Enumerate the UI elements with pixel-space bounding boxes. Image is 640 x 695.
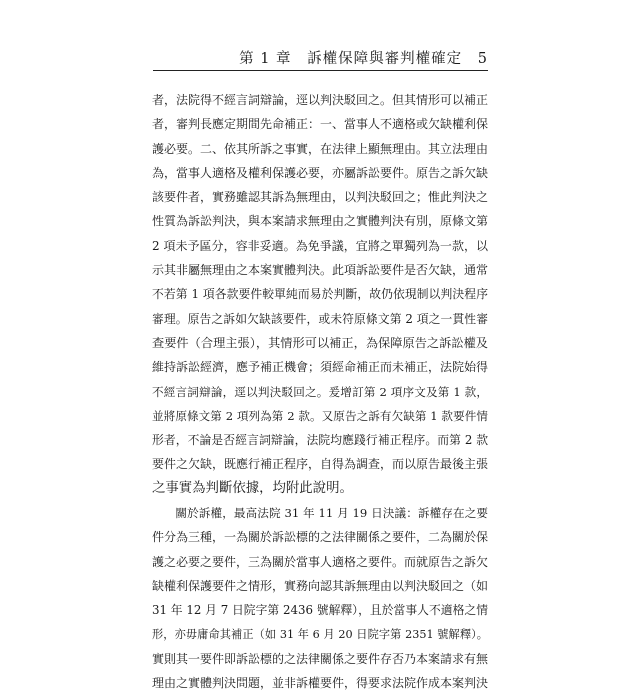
page-number: 5 bbox=[477, 51, 488, 67]
text-line: 2 項未予區分，容非妥適。為免爭議，宜將之單獨列為一款，以 bbox=[152, 238, 488, 253]
text-line: 護必要。二、依其所訴之事實，在法律上顯無理由。其立法理由 bbox=[152, 141, 489, 156]
text-line: 關於訴權，最高法院 31 年 11 月 19 日決議：訴權存在之要 bbox=[152, 506, 488, 521]
text-line: 並將原條文第 2 項列為第 2 款。又原告之訴有欠缺第 1 款要件情 bbox=[152, 408, 488, 423]
running-head bbox=[229, 47, 488, 68]
text-line: 該要件者，實務雖認其訴為無理由，以判決駁回之；惟此判決之 bbox=[152, 190, 489, 205]
text-line: 者，審判長應定期間先命補正：一、當事人不適格或欠缺權利保 bbox=[152, 117, 489, 132]
text-line: 為，當事人適格及權利保護必要，亦屬訴訟要件。原告之訴欠缺 bbox=[152, 165, 489, 180]
text-line: 維持訴訟經濟，應予補正機會；須經命補正而未補正，法院始得 bbox=[152, 360, 489, 375]
text-line: 形，亦毋庸命其補正（如 31 年 6 月 20 日院字第 2351 號解釋）。 bbox=[152, 627, 488, 641]
text-line: 件分為三種，一為關於訴訟標的之法律關係之要件，二為關於保 bbox=[152, 530, 489, 545]
text-line: 之事實為判斷依據，均附此說明。 bbox=[152, 480, 353, 496]
text-line: 要件之欠缺，既應行補正程序，自得為調查，而以原告最後主張 bbox=[152, 457, 489, 472]
header-rule bbox=[153, 70, 488, 71]
chapter-label: 第 1 章 bbox=[239, 51, 292, 67]
text-line: 理由之實體判決問題，並非訴權要件，得要求法院作成本案判決 bbox=[152, 676, 489, 691]
text-line: 形者，不論是否經言詞辯論，法院均應踐行補正程序。而第 2 款 bbox=[152, 433, 488, 448]
chapter-title: 訴權保障與審判權確定 bbox=[307, 51, 463, 67]
text-line: 實則其一要件即訴訟標的之法律關係之要件存否乃本案請求有無 bbox=[152, 651, 489, 666]
text-line: 示其非屬無理由之本案實體判決。此項訴訟要件是否欠缺，通常 bbox=[152, 263, 489, 278]
text-line: 31 年 12 月 7 日院字第 2436 號解釋），且於當事人不適格之情 bbox=[152, 603, 488, 618]
text-line: 查要件（合理主張），其情形可以補正，為保障原告之訴訟權及 bbox=[152, 335, 488, 350]
body-text bbox=[152, 88, 488, 695]
text-line: 不經言詞辯論，逕以判決駁回之。爰增訂第 2 項序文及第 1 款， bbox=[152, 384, 488, 399]
text-line: 護之必要之要件，三為關於當事人適格之要件。而就原告之訴欠 bbox=[152, 554, 489, 569]
text-line: 缺權利保護要件之情形，實務向認其訴無理由以判決駁回之（如 bbox=[152, 578, 489, 593]
text-line: 不若第 1 項各款要件較單純而易於判斷，故仍依現制以判決程序 bbox=[152, 287, 488, 302]
text-line: 性質為訴訟判決，與本案請求無理由之實體判決有別，原條文第 bbox=[152, 214, 489, 229]
text-line: 者，法院得不經言詞辯論，逕以判決駁回之。但其情形可以補正 bbox=[152, 93, 489, 107]
text-line: 審理。原告之訴如欠缺該要件，或未符原條文第 2 項之一貫性審 bbox=[152, 311, 488, 326]
